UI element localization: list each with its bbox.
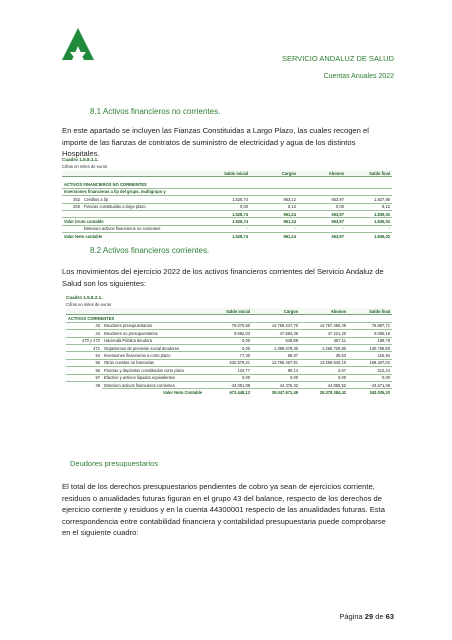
table-subtotal-row	[62, 210, 392, 217]
section-8-1-paragraph: En este apartado se incluyen las Fianzas Constituidas a Largo Plazo, las cuales recogen el importe de las fianzas de contratos de suministro de electricidad y agua de los distintos Hospitales.	[62, 126, 369, 158]
section-heading-deudores: Deudores presupuestarios	[70, 459, 158, 468]
cell: 1.528,74	[202, 218, 250, 225]
table-row	[62, 203, 392, 210]
subgroup-label: Inversiones financieras a l/p del grupo, multigrupo y	[62, 188, 392, 195]
row-label: Fianzas y depósitos constituidos corto plazo	[102, 367, 204, 374]
cell: 653,97	[298, 196, 346, 203]
row-label: Valor Neto contable	[62, 233, 202, 240]
table-units: Cifras en miles de euros	[62, 164, 108, 169]
cell: -43.571,08	[348, 381, 392, 388]
row-label: Otras cuentas no bancarias	[102, 359, 204, 366]
cell: -	[298, 225, 346, 232]
table-row	[66, 322, 392, 329]
cell: 1.827,90	[346, 196, 392, 203]
cell: 961,24	[250, 233, 298, 240]
cell: 1.399.479,30	[252, 344, 300, 351]
cell: 0,00	[204, 344, 252, 351]
table-net-row	[66, 389, 392, 396]
header-subtitle: Cuentas Anuales 2022	[323, 73, 394, 80]
table-row	[66, 352, 392, 359]
cell: -	[346, 225, 392, 232]
cell: 653,97	[298, 210, 346, 217]
cell: 77,40	[204, 352, 252, 359]
col-header: Cargos	[250, 170, 298, 177]
cell: 8,12	[250, 203, 298, 210]
cell: 47.221,20	[300, 330, 348, 337]
cell: 212,24	[348, 367, 392, 374]
table-subgroup-row	[62, 188, 392, 195]
deudores-paragraph: El total de los derechos presupuestarios pendientes de cobro ya sean de ejercicios corriente, residuos o anualidades futuras figuran en el grupo 43 del balance, respecto de los derechos de ejercicio corriente y residuos y en la cuenta 44300001 respecto de las anualidades futuras. Esta correspondencia entre contabilidad financiera y contabilidad presupuestaria puede comprobarse en el siguiente cuadro:	[62, 482, 386, 537]
group-label: ACTIVOS FINANCIEROS NO CORRIENTES	[64, 182, 147, 188]
cell: 68,97	[252, 352, 300, 359]
page-number: 29	[364, 612, 374, 621]
table-row	[66, 374, 392, 381]
cell: 14.759.247,70	[252, 322, 300, 329]
cell: 343.035,20	[348, 389, 392, 396]
table-header-row	[66, 308, 392, 315]
account-code: 57	[66, 374, 102, 381]
table-caption: Cuadro 1.5.8.2.1.	[66, 295, 103, 300]
row-label: Hacienda Pública deudora	[102, 337, 204, 344]
table-row	[62, 196, 392, 203]
cell: 115,84	[348, 352, 392, 359]
account-code: 54	[66, 352, 102, 359]
cell: 646,89	[252, 337, 300, 344]
col-header: Saldo inicial	[202, 170, 250, 177]
cell: 14.757.456,49	[300, 322, 348, 329]
cell: 169.407,02	[348, 359, 392, 366]
section-heading-8-2: 8.2 Activos financieros corrientes.	[90, 246, 210, 255]
col-header: Saldo final	[348, 308, 392, 315]
cell: -	[202, 225, 250, 232]
col-header: Saldo inicial	[204, 308, 252, 315]
row-label: Valor Neto Contable	[102, 389, 204, 396]
junta-andalucia-logo	[62, 28, 94, 60]
cell: 189,78	[348, 337, 392, 344]
cell: 130.758,50	[348, 344, 392, 351]
cell: 673.448,13	[204, 389, 252, 396]
table-units: Cifras en miles de euros	[66, 302, 112, 307]
cell: 12.796.467,81	[252, 359, 300, 366]
header-title: SERVICIO ANDALUZ DE SALUD	[282, 54, 394, 63]
table-group-row	[66, 315, 392, 322]
cell: 90,14	[252, 367, 300, 374]
table-current-assets	[66, 308, 392, 396]
cell: 0,00	[252, 374, 300, 381]
row-label: Deudores presupuestarios	[102, 322, 204, 329]
cell: 44.855,52	[300, 381, 348, 388]
account-code: 44	[66, 330, 102, 337]
cell: 2,67	[300, 367, 348, 374]
cell: 0,00	[202, 203, 250, 210]
cell: 961,24	[250, 218, 298, 225]
col-header: Abonos	[298, 170, 346, 177]
cell: 124,77	[204, 367, 252, 374]
cell: 457,11	[300, 337, 348, 344]
cell: 0,00	[300, 374, 348, 381]
account-code: 49	[66, 381, 102, 388]
table-caption: Cuadro 1.5.8.1.1.	[62, 157, 99, 162]
cell: 1.836,02	[346, 233, 392, 240]
row-label: Fianzas constituidas a largo plazo	[82, 203, 202, 210]
of-word: de	[375, 612, 384, 621]
row-label: Deudores no presupuestarios	[102, 330, 204, 337]
page-total: 63	[385, 612, 394, 621]
account-code: 56	[66, 367, 102, 374]
table-row	[66, 344, 392, 351]
col-header: Abonos	[300, 308, 348, 315]
table-row	[66, 367, 392, 374]
cell: 8,12	[346, 203, 392, 210]
page-footer	[339, 612, 394, 621]
row-label: Créditos a l/p	[82, 196, 202, 203]
group-label: ACTIVOS CORRIENTES	[68, 316, 115, 322]
cell: 963,12	[250, 196, 298, 203]
cell: 632.579,31	[204, 359, 252, 366]
cell: 1.836,02	[346, 218, 392, 225]
cell: 0,00	[204, 337, 252, 344]
row-label: Valor bruto contable	[62, 218, 202, 225]
table-group-row	[62, 181, 392, 188]
account-code: 43	[66, 322, 102, 329]
section-heading-8-1: 8.1 Activos financieros no corrientes.	[90, 107, 221, 116]
cell: 75.076,50	[204, 322, 252, 329]
cell: 653,97	[298, 218, 346, 225]
cell: 13.259.640,10	[300, 359, 348, 366]
cell: 9.682,03	[204, 330, 252, 337]
table-header-row	[62, 170, 392, 177]
account-code: 252	[62, 196, 82, 203]
table-row	[66, 330, 392, 337]
cell: 0,00	[298, 203, 346, 210]
table-row	[66, 337, 392, 344]
col-header: Saldo final	[346, 170, 392, 177]
cell: 0,00	[348, 374, 392, 381]
table-row	[66, 381, 392, 388]
cell: 30,53	[300, 352, 348, 359]
account-code: 260	[62, 203, 82, 210]
table-net-row	[62, 233, 392, 240]
cell: 653,97	[298, 233, 346, 240]
row-label: Deterioro activos financieros corrientes	[102, 381, 204, 388]
table-non-current-assets	[62, 170, 392, 240]
row-label: Deterioro activos financieros no corrientes	[82, 225, 202, 232]
page-word: Página	[339, 612, 363, 621]
cell: -43.091,88	[204, 381, 252, 388]
row-label: Organismos de previsión social deudores	[102, 344, 204, 351]
account-code: 470 y 472	[66, 337, 102, 344]
cell: 0,00	[204, 374, 252, 381]
cell: -	[250, 225, 298, 232]
cell: 1.268.720,80	[300, 344, 348, 351]
table-row	[66, 359, 392, 366]
cell: 961,24	[250, 210, 298, 217]
cell: 29.047.971,49	[252, 389, 300, 396]
row-label: Inversiones financieras a corto plazo	[102, 352, 204, 359]
cell: 44.376,32	[252, 381, 300, 388]
col-header: Cargos	[252, 308, 300, 315]
cell: 1.528,74	[202, 233, 250, 240]
cell: 76.867,71	[348, 322, 392, 329]
cell: 29.378.384,42	[300, 389, 348, 396]
cell: 1.528,74	[202, 196, 250, 203]
account-code: 55	[66, 359, 102, 366]
cell: 1.528,74	[202, 210, 250, 217]
cell: 9.055,19	[348, 330, 392, 337]
row-label: Efectivo y activos líquidos equivalentes	[102, 374, 204, 381]
cell: 1.836,02	[346, 210, 392, 217]
table-impairment-row	[62, 225, 392, 232]
account-code: 471	[66, 344, 102, 351]
section-8-2-paragraph: Los movimientos del ejercicio 2022 de los activos financieros corrientes del Servicio Andaluz de Salud son los siguientes:	[62, 267, 384, 288]
table-gross-row	[62, 218, 392, 225]
cell: 47.594,36	[252, 330, 300, 337]
